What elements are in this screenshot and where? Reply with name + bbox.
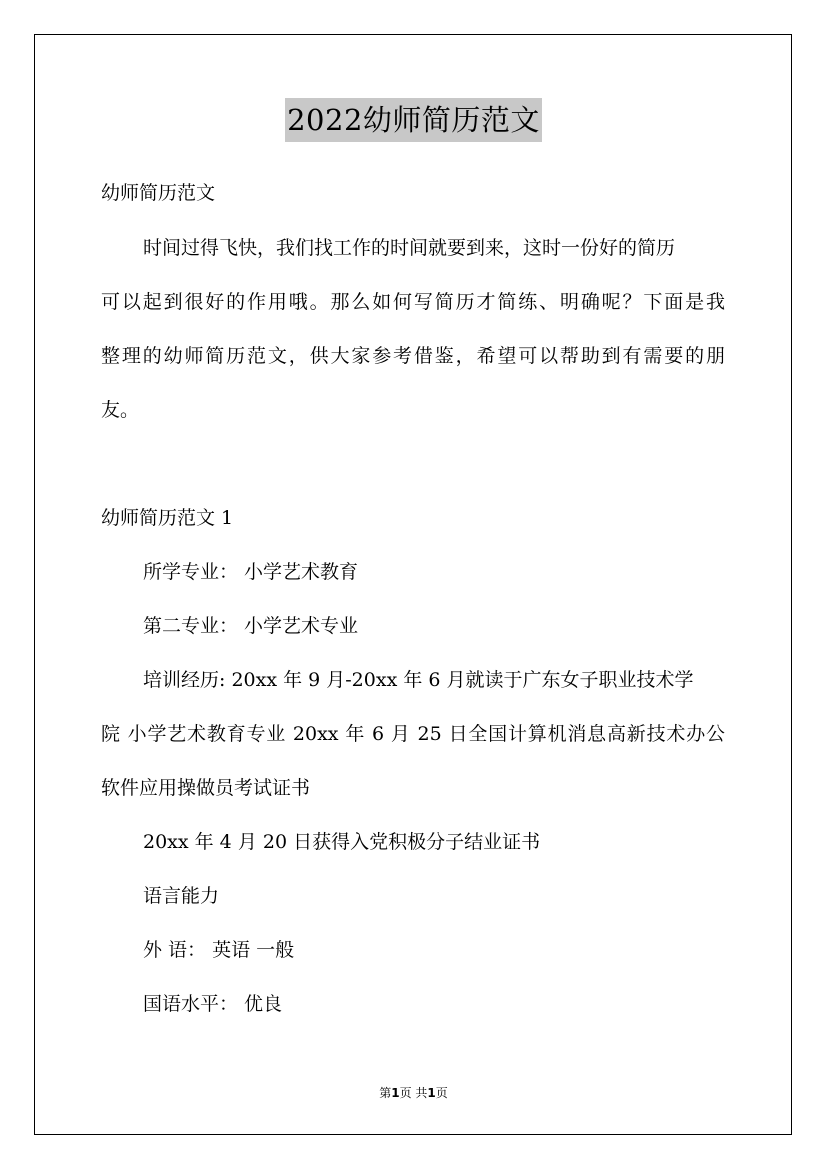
footer-mid: 页 共 bbox=[399, 1086, 428, 1100]
foreign-language-field: 外 语： 英语 一般 bbox=[143, 939, 295, 961]
training-line-2: 院 小学艺术教育专业 20xx 年 6 月 25 日全国计算机消息高新技术办公 bbox=[101, 723, 725, 745]
intro-line-1: 时间过得飞快，我们找工作的时间就要到来，这时一份好的简历 bbox=[143, 237, 676, 259]
training-line-3: 软件应用操做员考试证书 bbox=[101, 777, 311, 799]
footer-prefix: 第 bbox=[379, 1086, 392, 1100]
document-title: 2022幼师简历范文 bbox=[285, 98, 542, 142]
mandarin-field: 国语水平： 优良 bbox=[143, 993, 283, 1015]
major-field: 所学专业： 小学艺术教育 bbox=[143, 561, 359, 583]
language-heading: 语言能力 bbox=[143, 885, 220, 907]
intro-line-3: 整理的幼师简历范文，供大家参考借鉴，希望可以帮助到有需要的朋 bbox=[101, 345, 725, 367]
section-heading: 幼师简历范文 1 bbox=[101, 507, 234, 529]
footer-suffix: 页 bbox=[435, 1086, 448, 1100]
page-footer bbox=[0, 1085, 827, 1101]
title-container bbox=[0, 98, 827, 142]
footer-page-total: 1 bbox=[427, 1086, 436, 1100]
training-line-1: 培训经历: 20xx 年 9 月-20xx 年 6 月就读于广东女子职业技术学 bbox=[143, 669, 694, 691]
second-major-field: 第二专业： 小学艺术专业 bbox=[143, 615, 359, 637]
footer-page-number: 1 bbox=[391, 1086, 400, 1100]
intro-line-4: 友。 bbox=[101, 399, 140, 421]
intro-line-2: 可以起到很好的作用哦。那么如何写简历才简练、明确呢？下面是我 bbox=[101, 291, 725, 313]
certificate-line: 20xx 年 4 月 20 日获得入党积极分子结业证书 bbox=[143, 831, 541, 853]
document-subtitle: 幼师简历范文 bbox=[101, 182, 216, 204]
